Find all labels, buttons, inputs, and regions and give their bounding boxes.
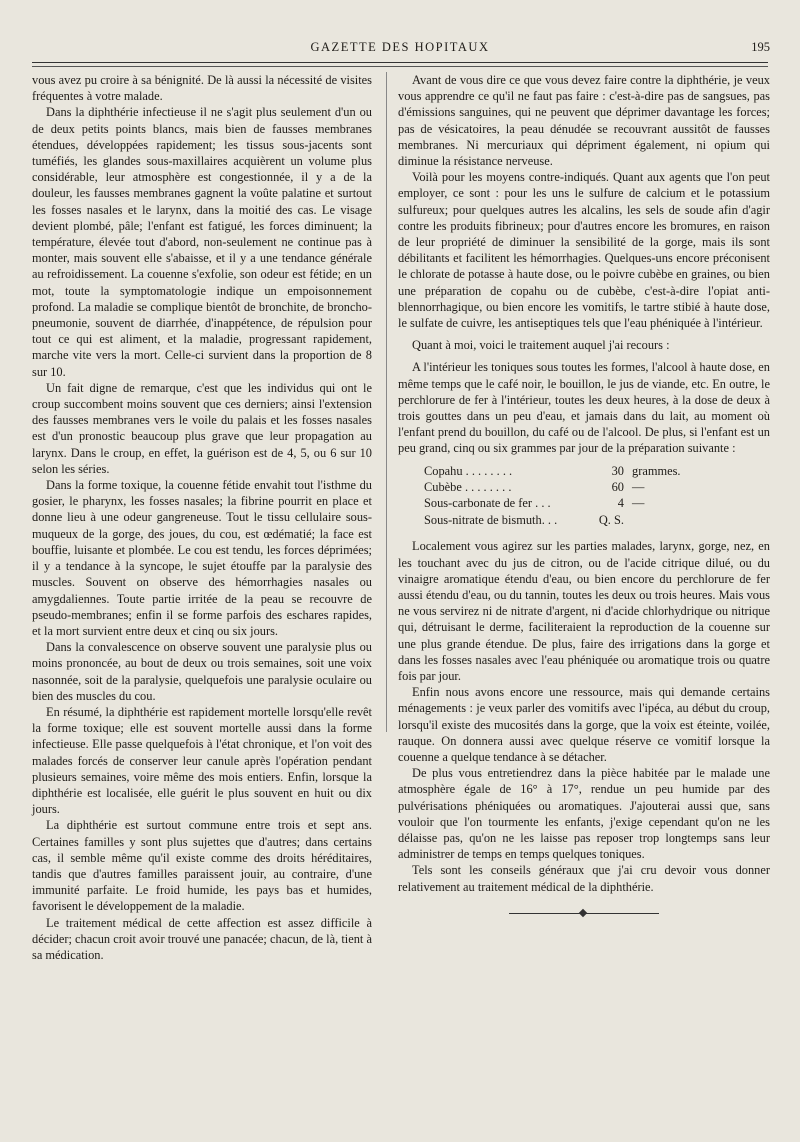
paragraph: Avant de vous dire ce que vous devez faire contre la diphthérie, je veux vous apprendre ce qu'il ne faut pas faire : c'est-à-dire pas de sangsues, pas d'émissions sanguines, qui ne peuvent que déprimer davantage les forces; pas de vésicatoires, la peau dénudée se recouvrant aussitôt de fausses membranes. Ni mercuriaux qui dépriment également, ni opium qui diminue la résistance nerveuse. (398, 73, 770, 169)
ingredient-unit: — (632, 480, 645, 495)
paragraph: La diphthérie est surtout commune entre trois et sept ans. Certaines familles y sont plus sujettes que d'autres; dans certains cas, il semble même qu'il existe comme des droits héréditaires, tandis que d'autres familles paraissent jouir, au contraire, d'une immunité parfaite. Le froid humide, les pays bas et humides, favorisent le développement de la maladie. (32, 818, 372, 914)
paragraph: Enfin nous avons encore une ressource, mais qui demande certains ménagements : je veux parler des vomitifs avec l'ipéca, au début du croup, lorsqu'il existe des mucosités dans la gorge, que la voix est éteinte, voilée, rauque. On donnera aussi avec quelque réserve ce vomitif lorsque la couenne a quelque tendance à se détacher. (398, 685, 770, 764)
paragraph: A l'intérieur les toniques sous toutes les formes, l'alcool à haute dose, en même temps que le café noir, le bouillon, le jus de viande, etc. En outre, le perchlorure de fer à l'intérieur, toutes les deux heures, à la dose de deux à trois gouttes dans un peu d'eau, et jamais dans du lait, au moment où l'enfant prend du bouillon, du café ou de l'alcool. De plus, si l'enfant est un peu grand, cinq ou six grammes par jour de la préparation suivante : (398, 360, 770, 456)
ingredient-quantity: 30 (611, 463, 624, 478)
paragraph: Localement vous agirez sur les parties malades, larynx, gorge, nez, en les touchant avec du jus de citron, ou de l'acide citrique dilué, ou du vinaigre aromatique étendu d'eau, ou bien encore du perchlorure de fer aussi étendu d'eau, ou du tannin, toutes les deux ou trois heures. Mais vous ne vous servirez ni de nitrate d'argent, ni d'acide chlorhydrique ou nitrique qui, détruisant le derme, faciliteraient la reproduction de la couenne sur une plus grande étendue. De plus, faire des irrigations dans la gorge et dans les fosses nasales avec l'eau phéniquée ou aromatique trois ou quatre fois par jour. (398, 539, 770, 683)
header-rule-thick (32, 62, 768, 63)
page-header (30, 36, 770, 58)
paragraph: Quant à moi, voici le traitement auquel j'ai recours : (412, 338, 670, 353)
paragraph: Dans la convalescence on observe souvent une paralysie plus ou moins prononcée, au bout de deux ou trois semaines, soit une voix nasonnée, soit de la paralysie, quelquefois une paralysie oculaire ou bien des muscles du cou. (32, 640, 372, 703)
prescription-row (424, 495, 770, 511)
publication-title: GAZETTE DES HOPITAUX (310, 40, 490, 54)
column-separator (386, 72, 387, 732)
paragraph: Tels sont les conseils généraux que j'ai cru devoir vous donner relativement au traitement médical de la diphthérie. (398, 863, 770, 894)
ingredient-name: Copahu . . . . . . . . (424, 463, 513, 478)
header-rule-thin (32, 66, 768, 67)
paragraph: Voilà pour les moyens contre-indiqués. Quant aux agents que l'on peut employer, ce sont : pour les uns le sulfure de calcium et le potassium sulfureux; pour quelques autres les alcalins, les sels de soude afin d'agir contre les produits fibrineux; pour d'autres encore les bromures, en raison de leur propriété de diminuer la sensibilité de la gorge, mais ils sont débilitants et facilitent les hémorrhagies. Quelques-uns encore préconisent le chlorate de potasse à haute dose, ou le poivre cubèbe en graines, ou bien une préparation de copahu ou de cubèbe, c'est-à-dire l'opiat anti-blennorrhagique, ou bien encore les vomitifs, le tartre stibié à haute dose, le sulfate de cuivre, les antiseptiques tels que l'eau phéniquée à l'intérieur. (398, 170, 770, 331)
ingredient-unit: grammes. (632, 463, 681, 478)
paragraph: Le traitement médical de cette affection est assez difficile à décider; chacun croit avoir trouvé une panacée; chacun, de là, tient à sa médication. (32, 915, 372, 962)
paragraph: De plus vous entretiendrez dans la pièce habitée par le malade une atmosphère égale de 16° à 17°, rendue un peu humide par des pulvérisations phéniquées ou aromatiques. J'ajouterai aussi que, sans vouloir que l'on tourmente les enfants, j'exige cependant qu'on ne les délaisse pas, qu'on ne les laisse pas reposer trop longtemps sans leur administrer de temps en temps quelques toniques. (398, 766, 770, 862)
ingredient-quantity: 60 (611, 480, 624, 495)
page-number: 195 (751, 40, 770, 54)
diamond-ornament-icon (579, 909, 587, 917)
left-column (32, 72, 372, 963)
ingredient-name: Sous-carbonate de fer . . . (424, 496, 551, 511)
ingredient-unit (632, 512, 712, 528)
prescription-row (424, 463, 770, 479)
paragraph: Dans la forme toxique, la couenne fétide envahit tout l'isthme du gosier, le pharynx, les fosses nasales; la fibrine pourrit en place et donne lieu à une odeur gangreneuse. Tout le tissu cellulaire sous-muqueux de la gorge, des joues, du cou, est œdématié; la face est bouffie, luisante et plombée. Le cou est tendu, les forces déprimées; il y a tendance à la syncope, le sujet étouffe par la paralysie des muscles. Souvent on observe des hémorrhagies nasales ou amygdaliennes. Toute partie irritée de la peau se recouvre de pseudo-membranes; enfin il se forme parfois des eschares rapides, et la mort survient entre deux et cinq ou six jours. (32, 478, 372, 638)
ingredient-quantity: Q. S. (598, 512, 624, 527)
prescription-table (424, 463, 770, 529)
paragraph: En résumé, la diphthérie est rapidement mortelle lorsqu'elle revêt la forme toxique; elle est souvent mortelle aussi dans la forme infectieuse. Elle passe quelquefois à l'état chronique, et l'on voit des malades forcés de conserver leur canule après l'opération pendant plusieurs semaines, voire même des mois entiers. Enfin, lorsque la diphthérie est localisée, elle guérit le plus souvent en huit ou dix jours. (32, 704, 372, 817)
paragraph: Un fait digne de remarque, c'est que les individus qui ont le croup succombent moins souvent que ces derniers; ainsi l'extension des fausses membranes vers le voile du palais et les fosses nasales est d'un pronostic beaucoup plus grave que leur propagation au larynx. Dans le croup, en effet, la guérison est de 4, 5, ou 6 sur 10 selon les séries. (32, 380, 372, 476)
ingredient-quantity: 4 (617, 496, 624, 511)
paragraph: Dans la diphthérie infectieuse il ne s'agit plus seulement d'un ou de deux petits points blancs, mais bien de fausses membranes étendues, développées rapidement; les tissus sous-jacents sont tuméfiés, les glandes sous-maxillaires acquièrent un volume plus considérable, leur atmosphère est congestionnée, il y a de la douleur, les fausses membranes gagnent la voûte palatine et surtout les fosses nasales et le larynx, dans la moitié des cas. Le visage devient plombé, pâle; l'enfant est fatigué, les forces diminuent; la température, élevée tout d'abord, non-seulement ne continue pas à monter, mais souvent elle s'abaisse, et il y a une tendance générale au refroidissement. La couenne s'exfolie, son odeur est fétide; en un mot, toute la symptomatologie indique un empoisonnement profond. La maladie se complique bientôt de bronchite, de broncho-pneumonie, souvent de diarrhée, d'inappétence, de répulsion pour tout ce qui est aliment, et la maladie, progressant rapidement, marche vite vers la mort. Celle-ci survient dans la proportion de 8 sur 10. (32, 105, 372, 379)
paragraph: vous avez pu croire à sa bénignité. De là aussi la nécessité de visites fréquentes à votre malade. (32, 73, 372, 104)
ingredient-unit: — (632, 496, 645, 511)
right-column (398, 72, 770, 917)
ingredient-name: Sous-nitrate de bismuth. . . (424, 512, 558, 527)
end-of-article-rule (509, 909, 659, 917)
prescription-row (424, 512, 770, 528)
ingredient-name: Cubèbe . . . . . . . . (424, 480, 512, 495)
prescription-row (424, 479, 770, 495)
